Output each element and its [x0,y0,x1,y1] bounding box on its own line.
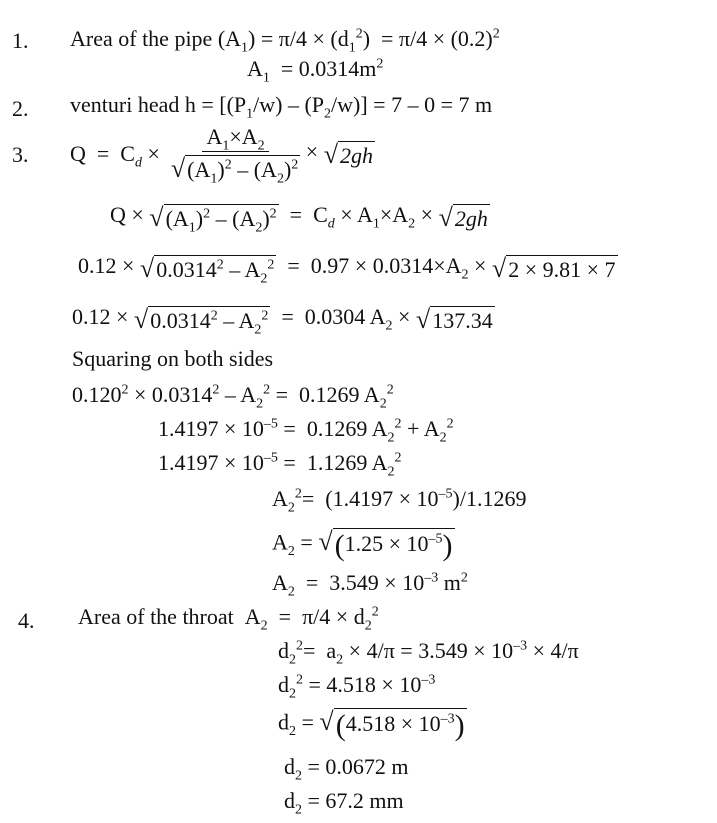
fraction: $A_1\times A_2$ √ $(A_1)^2 - (A_2)^2$ [170,124,299,187]
equation-line: 0.12 × √ $0.0314^2 - A_2^2$ = $0.97 \times 0.0314\times A_2$ × √ 2 × 9.81 × 7 [78,253,616,287]
equation-line: $1.4197 \times 10^{-5} = 0.1269$ $A_2^2 + A_2^2$ [158,416,454,446]
step-number: 4. [18,608,35,633]
step-number: 2. [12,96,29,121]
equation-line: $A_2^2= (1.4197 \times 10^{-5})/1.1269$ [272,486,527,516]
equation-line: $A_2 = 3.549 \times 10^{-3}$ $m^2$ [272,570,468,600]
equation-line: Squaring on both sides [72,346,274,371]
equation-line: $d_2^2= a_2 \times 4/\pi = 3.549 \times 10^{-3} \times 4/\pi$ [278,638,579,668]
equation-line: $Q = C_d$ × $A_1\times A_2$ √ $(A_1)^2 - (A_2)^2$ × √ 2gh [70,124,373,187]
equation-line: $d_2 = 67.2$ mm [284,788,404,818]
equation-line: $1.4197 \times 10^{-5} = 1.1269$ $A_2^2$ [158,450,402,480]
equation-line: $A_2$ = √ $(1.25 \times 10^{-5})$ [272,527,453,562]
equation-line: $d_2$ = √ $(4.518 \times 10^{-3})$ [278,707,465,742]
equation-line: $d_2^2 = 4.518 \times 10^{-3}$ [278,672,436,702]
equation-line: $d_2 = 0.0672$ m [284,754,409,784]
step-number: 3. [12,142,29,167]
equation-line: $0.120^2 \times 0.0314^2 - A_2^2 = 0.1269$ $A_2^2$ [72,382,394,412]
equation-line: $A_1 = 0.0314m^2$ [247,56,384,86]
equation-line: venturi head $h = [(P_1/w) - (P_2/w)] = 7 - 0 = 7$ m [70,92,493,122]
equation-line: Q × √ $(A_1)^2 - (A_2)^2$ = $C_d \times A_1\times A_2$ × √ 2gh [110,202,488,236]
equation-line: Area of the pipe $(A_1) = \pi/4 \times (d_1^2) = \pi/4 \times (0.2)^2$ [70,26,500,56]
equation-line: Area of the throat $A_2 = \pi/4 \times d_2^2$ [78,604,379,634]
step-number: 1. [12,28,29,53]
equation-line: 0.12 × √ $0.0314^2 - A_2^2$ = 0.0304 $A_2$ × √ 137.34 [72,304,493,338]
